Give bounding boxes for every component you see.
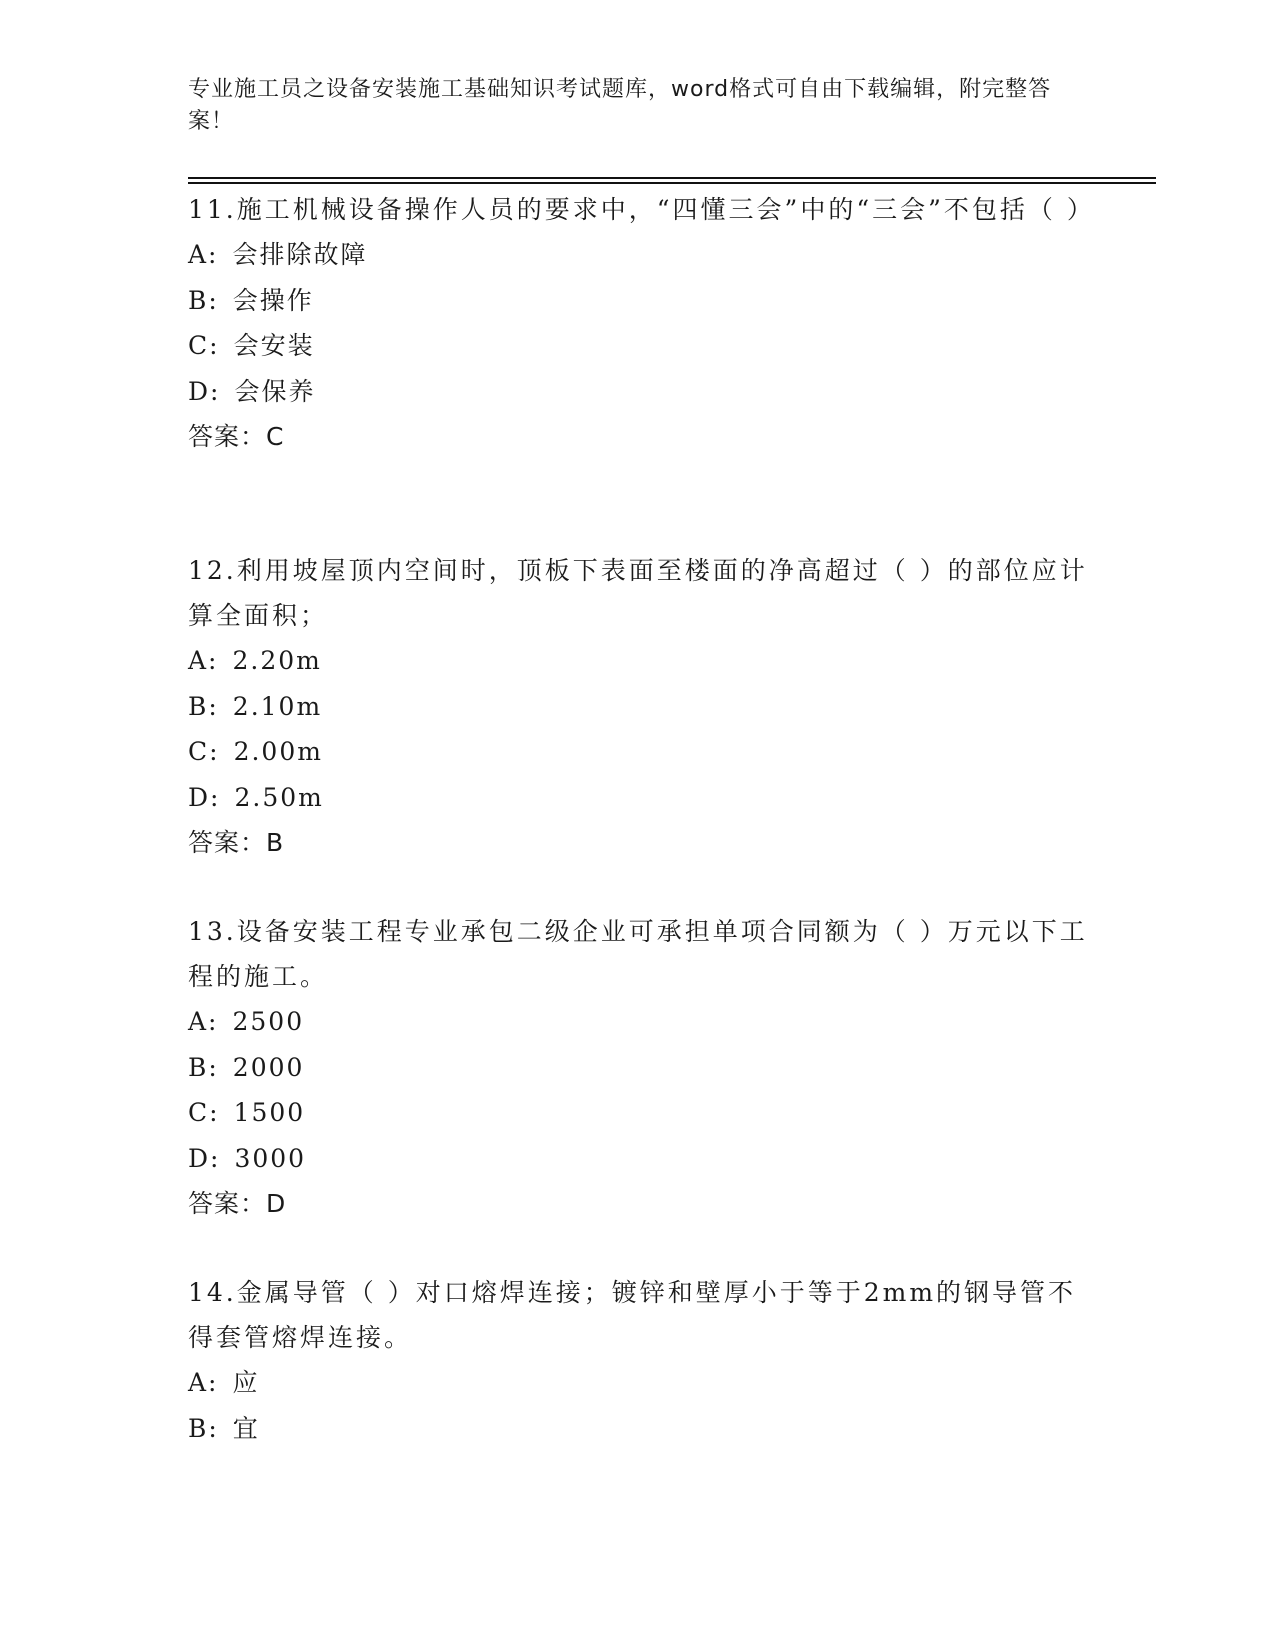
option-d <box>188 775 1088 821</box>
option-key: A: <box>188 1368 219 1397</box>
option-key: B: <box>188 285 219 315</box>
option-text: 2.10m <box>232 691 323 721</box>
option-text: 会操作 <box>232 285 314 315</box>
answer-line: 答案：D <box>188 1189 287 1218</box>
option-text: 应 <box>232 1368 260 1397</box>
option-a <box>188 1360 1088 1406</box>
option-text: 2.20m <box>232 646 322 675</box>
option-key: A: <box>188 1007 219 1036</box>
question-14 <box>188 1270 1088 1451</box>
option-text: 2500 <box>232 1007 305 1036</box>
option-a <box>188 232 1088 278</box>
option-text: 会安装 <box>233 331 315 360</box>
option-key: C: <box>188 737 220 766</box>
option-b <box>188 1406 1088 1452</box>
option-key: C: <box>188 1098 220 1127</box>
option-d <box>188 369 1088 415</box>
option-text: 2000 <box>232 1052 305 1082</box>
option-c <box>188 323 1088 369</box>
option-c <box>188 1090 1088 1136</box>
option-key: C: <box>188 331 220 360</box>
option-key: B: <box>188 1413 219 1443</box>
header-divider-line <box>188 177 1156 179</box>
option-text: 1500 <box>233 1098 306 1127</box>
option-key: D: <box>188 1143 221 1173</box>
header-divider-line <box>188 182 1156 184</box>
option-a <box>188 638 1088 684</box>
option-text: 2.50m <box>234 782 324 812</box>
option-b <box>188 684 1088 730</box>
question-stem: 11.施工机械设备操作人员的要求中，“四懂三会”中的“三会”不包括（ ） <box>188 195 1095 224</box>
option-key: A: <box>188 240 219 269</box>
option-text: 会保养 <box>234 376 316 406</box>
question-11 <box>188 187 1095 459</box>
question-13 <box>188 909 1088 1226</box>
question-stem: 12.利用坡屋顶内空间时，顶板下表面至楼面的净高超过（ ）的部位应计算全面积； <box>188 556 1088 630</box>
option-a <box>188 999 1088 1045</box>
option-text: 会排除故障 <box>232 240 368 269</box>
answer-line: 答案：C <box>188 422 285 451</box>
option-key: A: <box>188 646 219 675</box>
option-b <box>188 278 1088 324</box>
option-key: D: <box>188 782 221 812</box>
question-stem: 13.设备安装工程专业承包二级企业可承担单项合同额为（ ）万元以下工程的施工。 <box>188 917 1088 991</box>
option-key: D: <box>188 376 221 406</box>
option-d <box>188 1136 1088 1182</box>
answer-line: 答案：B <box>188 828 285 857</box>
option-text: 宜 <box>232 1413 260 1443</box>
question-12 <box>188 548 1088 865</box>
document-header-title: 专业施工员之设备安装施工基础知识考试题库，word格式可自由下载编辑，附完整答案！ <box>188 77 1052 134</box>
option-key: B: <box>188 1052 219 1082</box>
question-stem: 14.金属导管（ ）对口熔焊连接；镀锌和壁厚小于等于2mm的钢导管不得套管熔焊连接。 <box>188 1278 1077 1352</box>
option-key: B: <box>188 691 219 721</box>
option-c <box>188 729 1088 775</box>
option-b <box>188 1045 1088 1091</box>
option-text: 3000 <box>234 1143 307 1173</box>
option-text: 2.00m <box>233 737 323 766</box>
